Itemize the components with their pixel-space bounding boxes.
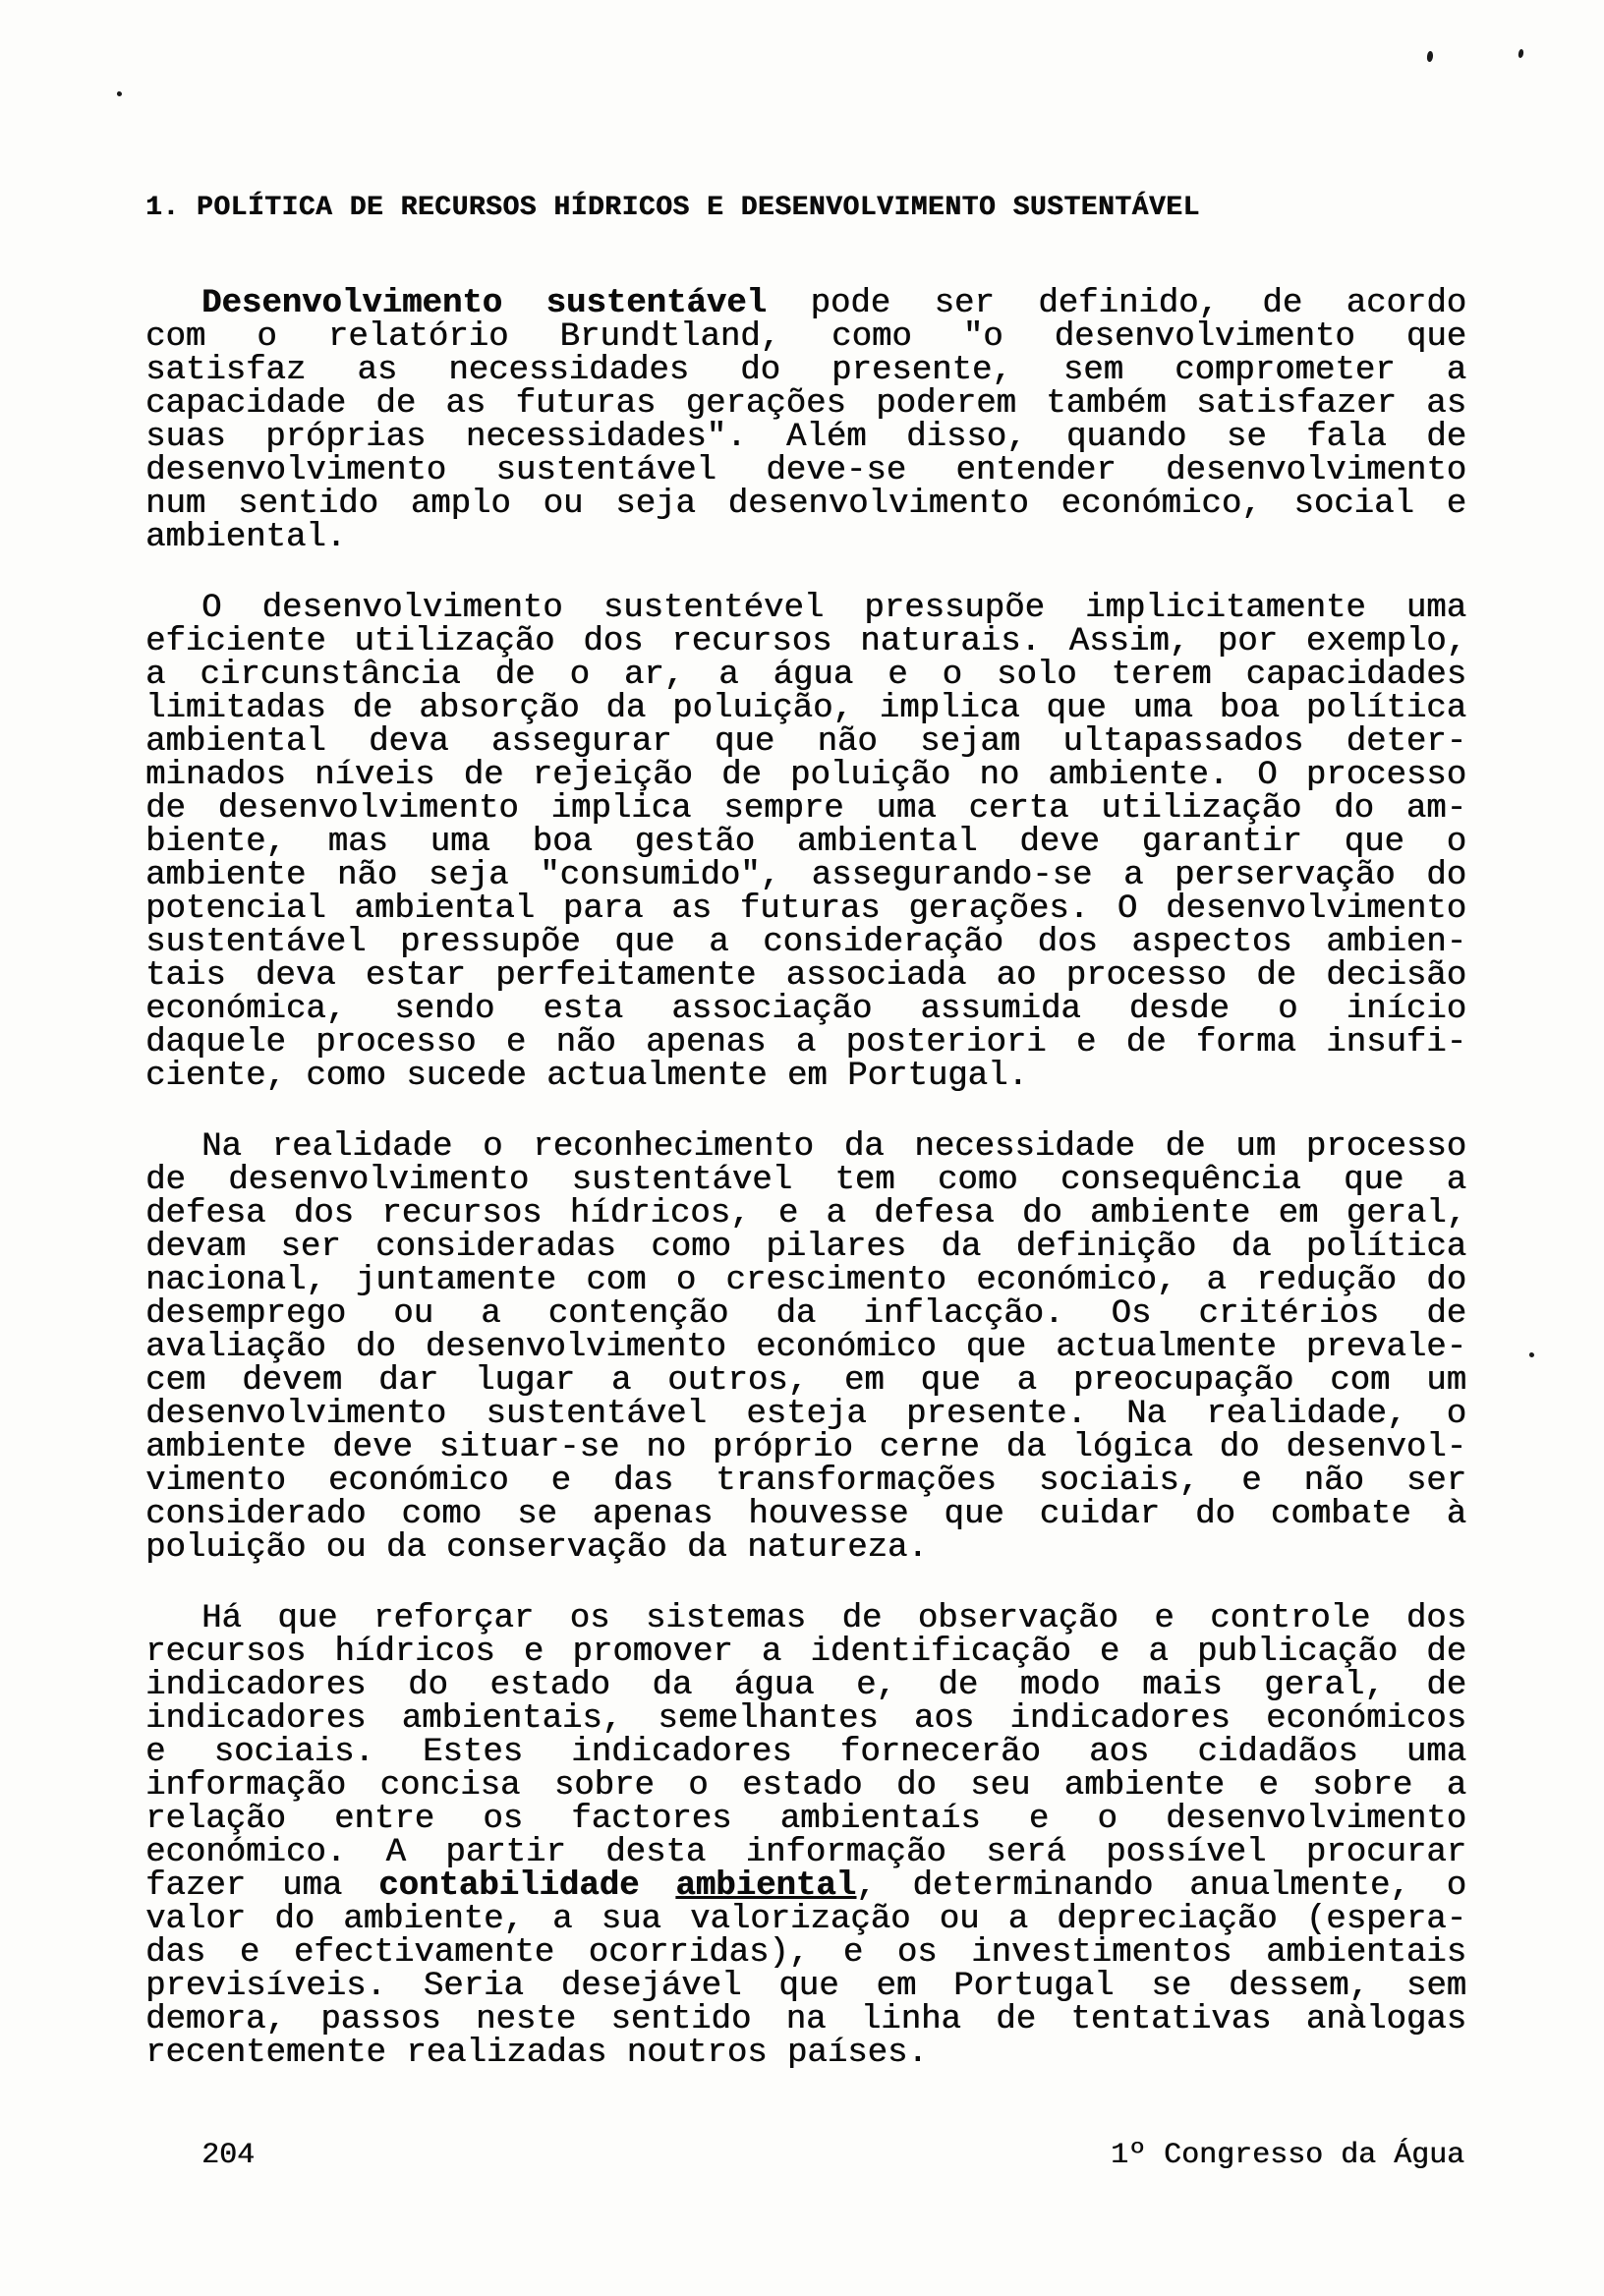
- emphasis-text: ambiental: [675, 1867, 857, 1905]
- text-segment: suas próprias necessidades". Além disso, quando se fala de: [145, 419, 1466, 456]
- text-segment: e sociais. Estes indicadores fornecerão aos cidadãos uma: [145, 1734, 1466, 1771]
- text-line: [145, 1197, 1466, 1231]
- text-segment: Na realidade o reconhecimento da necessidade de um processo: [201, 1128, 1466, 1166]
- scan-speck: [1426, 51, 1433, 63]
- emphasis-text: contabilidade: [378, 1867, 640, 1905]
- text-line: [145, 1297, 1466, 1331]
- text-segment: biente, mas uma boa gestão ambiental deve garantir que o: [145, 824, 1466, 861]
- text-line: [145, 625, 1466, 659]
- text-segment: cem devem dar lugar a outros, em que a preocupação com um: [145, 1362, 1466, 1400]
- text-segment: tais deva estar perfeitamente associada ao processo de decisão: [145, 957, 1466, 995]
- text-segment: daquele processo e não apenas a posteriori e de forma insufi-: [145, 1024, 1466, 1062]
- text-segment: ambiental.: [145, 519, 347, 556]
- paragraph: [145, 1130, 1466, 1565]
- text-segment: [639, 1867, 675, 1905]
- scan-speck: [1518, 49, 1524, 59]
- text-line: [145, 488, 1466, 521]
- text-line: [145, 1769, 1466, 1803]
- text-line: [145, 2003, 1466, 2037]
- text-line: [145, 692, 1466, 725]
- text-segment: ambiente não seja "consumido", assegurando-se a perservação do: [145, 857, 1466, 894]
- text-segment: ciente, como sucede actualmente em Portugal.: [145, 1058, 1028, 1095]
- text-segment: a circunstância de o ar, a água e o solo terem capacidades: [145, 657, 1466, 694]
- text-line: [145, 759, 1466, 792]
- text-line: [145, 2037, 1466, 2070]
- text-line: [145, 1903, 1466, 1936]
- scan-speck: [1529, 1352, 1534, 1357]
- text-segment: capacidade de as futuras gerações poderem também satisfazer as: [145, 385, 1466, 423]
- text-segment: indicadores do estado da água e, de modo mais geral, de: [145, 1667, 1466, 1704]
- text-segment: desemprego ou a contenção da inflacção. Os critérios de: [145, 1295, 1466, 1333]
- text-segment: pode ser definido, de acordo: [766, 285, 1467, 322]
- text-line: [145, 1130, 1466, 1164]
- text-line: [145, 1531, 1466, 1565]
- text-line: [145, 993, 1466, 1026]
- text-line: [145, 1669, 1466, 1702]
- text-line: [145, 1636, 1466, 1669]
- text-line: [145, 521, 1466, 554]
- text-line: [145, 1803, 1466, 1836]
- text-segment: satisfaz as necessidades do presente, sem comprometer a: [145, 352, 1466, 389]
- text-segment: informação concisa sobre o estado do seu ambiente e sobre a: [145, 1767, 1466, 1805]
- text-segment: de desenvolvimento sustentável tem como consequência que a: [145, 1162, 1466, 1199]
- text-segment: devam ser consideradas como pilares da definição da política: [145, 1229, 1466, 1266]
- text-line: [145, 892, 1466, 926]
- paragraph: [145, 1602, 1466, 2070]
- text-line: [145, 959, 1466, 993]
- page-number: 204: [201, 2139, 256, 2172]
- text-segment: sustentável pressupõe que a consideração dos aspectos ambien-: [145, 924, 1466, 961]
- text-segment: de desenvolvimento implica sempre uma certa utilização do am-: [145, 790, 1466, 828]
- text-line: [145, 1364, 1466, 1398]
- text-segment: minados níveis de rejeição de poluição no ambiente. O processo: [145, 757, 1466, 794]
- text-line: [145, 659, 1466, 692]
- text-line: [145, 1231, 1466, 1264]
- text-segment: potencial ambiental para as futuras gerações. O desenvolvimento: [145, 890, 1466, 928]
- text-segment: económica, sendo esta associação assumida desde o início: [145, 991, 1466, 1028]
- text-line: [145, 1936, 1466, 1970]
- text-segment: nacional, juntamente com o crescimento económico, a redução do: [145, 1262, 1466, 1299]
- text-line: [145, 421, 1466, 454]
- text-line: [145, 287, 1466, 320]
- text-line: [145, 926, 1466, 959]
- text-segment: defesa dos recursos hídricos, e a defesa do ambiente em geral,: [145, 1195, 1466, 1233]
- section-title: 1. POLÍTICA DE RECURSOS HÍDRICOS E DESENVOLVIMENTO SUSTENTÁVEL: [145, 193, 1200, 223]
- text-segment: recursos hídricos e promover a identificação e a publicação de: [145, 1634, 1466, 1671]
- text-line: [145, 1736, 1466, 1769]
- footer-event-title: 1º Congresso da Água: [1110, 2139, 1464, 2172]
- paragraphs: [145, 287, 1466, 2107]
- text-segment: eficiente utilização dos recursos naturais. Assim, por exemplo,: [145, 623, 1466, 660]
- text-segment: Há que reforçar os sistemas de observação e controle dos: [201, 1600, 1466, 1637]
- text-segment: limitadas de absorção da poluição, implica que uma boa política: [145, 690, 1466, 727]
- text-segment: O desenvolvimento sustentével pressupõe implicitamente uma: [201, 590, 1466, 627]
- text-line: [145, 1331, 1466, 1364]
- text-line: [145, 1431, 1466, 1464]
- text-segment: valor do ambiente, a sua valorização ou a depreciação (espera-: [145, 1901, 1466, 1938]
- text-line: [145, 1464, 1466, 1498]
- text-line: [145, 1702, 1466, 1736]
- text-line: [145, 354, 1466, 387]
- emphasis-text: Desenvolvimento sustentável: [201, 285, 767, 322]
- text-segment: previsíveis. Seria desejável que em Portugal se dessem, sem: [145, 1968, 1466, 2005]
- text-line: [145, 725, 1466, 759]
- scan-speck: [117, 91, 122, 96]
- text-line: [145, 592, 1466, 625]
- text-line: [145, 1060, 1466, 1093]
- text-segment: indicadores ambientais, semelhantes aos indicadores económicos: [145, 1700, 1466, 1738]
- text-line: [145, 1602, 1466, 1636]
- text-segment: desenvolvimento sustentável esteja presente. Na realidade, o: [145, 1396, 1466, 1433]
- text-segment: avaliação do desenvolvimento económico que actualmente prevale-: [145, 1329, 1466, 1366]
- text-line: [145, 1970, 1466, 2003]
- text-segment: económico. A partir desta informação será possível procurar: [145, 1834, 1466, 1871]
- text-segment: desenvolvimento sustentável deve-se entender desenvolvimento: [145, 452, 1466, 489]
- text-segment: relação entre os factores ambientaís e o desenvolvimento: [145, 1801, 1466, 1838]
- text-line: [145, 387, 1466, 421]
- text-line: [145, 1869, 1466, 1903]
- text-segment: fazer uma: [145, 1867, 379, 1905]
- text-line: [145, 1164, 1466, 1197]
- paragraph: [145, 592, 1466, 1093]
- text-segment: ambiente deve situar-se no próprio cerne da lógica do desenvol-: [145, 1429, 1466, 1466]
- text-segment: das e efectivamente ocorridas), e os investimentos ambientais: [145, 1934, 1466, 1972]
- text-line: [145, 1026, 1466, 1060]
- text-segment: considerado como se apenas houvesse que cuidar do combate à: [145, 1496, 1466, 1533]
- text-segment: , determinando anualmente, o: [856, 1867, 1466, 1905]
- text-line: [145, 454, 1466, 488]
- text-segment: recentemente realizadas noutros países.: [145, 2035, 928, 2072]
- text-segment: ambiental deva assegurar que não sejam ultapassados deter-: [145, 723, 1466, 761]
- text-segment: com o relatório Brundtland, como "o desenvolvimento que: [145, 318, 1466, 356]
- text-line: [145, 1836, 1466, 1869]
- text-segment: demora, passos neste sentido na linha de tentativas anàlogas: [145, 2001, 1466, 2038]
- text-line: [145, 859, 1466, 892]
- paragraph: [145, 287, 1466, 554]
- text-line: [145, 1498, 1466, 1531]
- text-line: [145, 826, 1466, 859]
- text-segment: vimento económico e das transformações sociais, e não ser: [145, 1463, 1466, 1500]
- text-line: [145, 1398, 1466, 1431]
- text-line: [145, 320, 1466, 354]
- text-segment: num sentido amplo ou seja desenvolvimento económico, social e: [145, 486, 1466, 523]
- text-segment: poluição ou da conservação da natureza.: [145, 1529, 928, 1567]
- text-line: [145, 1264, 1466, 1297]
- text-line: [145, 792, 1466, 826]
